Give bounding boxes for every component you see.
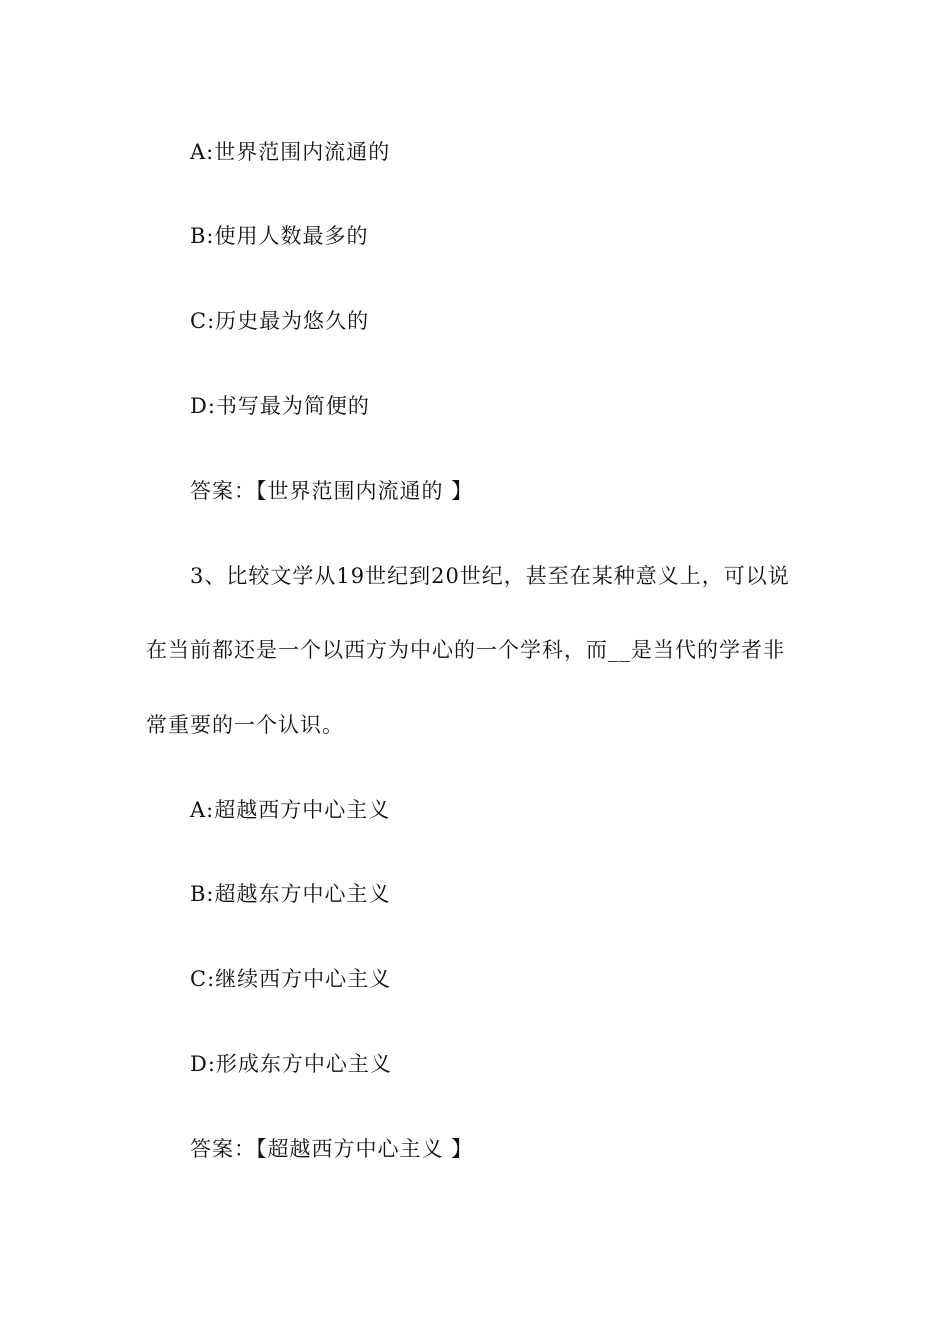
- q3-option-c: C:继续西方中心主义: [190, 967, 392, 991]
- q3-option-b: B:超越东方中心主义: [190, 882, 391, 906]
- q2-option-c: C:历史最为悠久的: [190, 309, 370, 333]
- q3-stem-line-2: 在当前都还是一个以西方为中心的一个学科，而__是当代的学者非: [146, 638, 785, 662]
- q3-answer: 答案：【超越西方中心主义 】: [190, 1137, 474, 1161]
- q3-stem-line-3: 常重要的一个认识。: [146, 713, 344, 737]
- q3-option-a: A:超越西方中心主义: [190, 798, 391, 822]
- q2-option-b: B:使用人数最多的: [190, 224, 369, 248]
- q2-answer: 答案：【世界范围内流通的 】: [190, 479, 474, 503]
- q3-stem-line-1: 3、比较文学从19世纪到20世纪，甚至在某种意义上，可以说: [190, 564, 790, 588]
- q2-option-d: D:书写最为简便的: [190, 394, 370, 418]
- q3-option-d: D:形成东方中心主义: [190, 1052, 392, 1076]
- q2-option-a: A:世界范围内流通的: [190, 140, 391, 164]
